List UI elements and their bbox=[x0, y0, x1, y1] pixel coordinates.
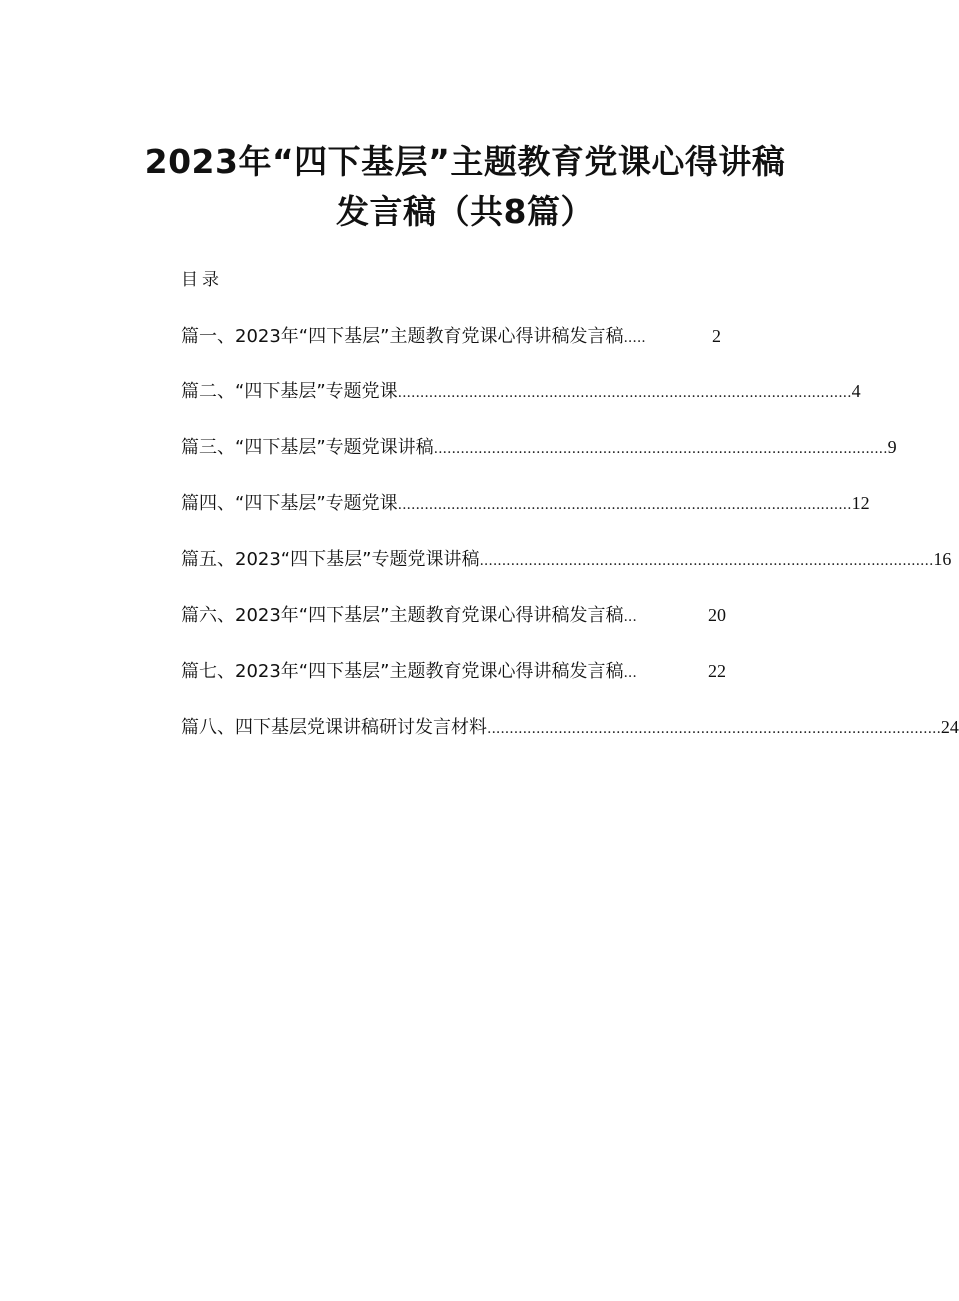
toc-entry-label: 篇四、“四下基层”专题党课 bbox=[181, 493, 398, 514]
toc-entry-6[interactable] bbox=[181, 604, 726, 628]
toc-entry-page: 22 bbox=[708, 661, 726, 681]
toc-entry-2[interactable] bbox=[181, 380, 861, 404]
toc-entry-leader: ..... bbox=[623, 330, 646, 346]
toc-entry-leader: ...................................................................................................... bbox=[397, 385, 852, 401]
toc-entry-page: 2 bbox=[712, 326, 721, 346]
toc-heading: 目录 bbox=[181, 270, 223, 290]
toc-entry-page: 20 bbox=[708, 605, 726, 625]
toc-entry-page: 12 bbox=[851, 493, 870, 513]
toc-entry-label: 篇五、2023“四下基层”专题党课讲稿 bbox=[181, 549, 480, 570]
toc-entry-leader: ...................................................................................................... bbox=[433, 441, 888, 457]
toc-entry-3[interactable] bbox=[181, 436, 897, 460]
toc-entry-label: 篇八、四下基层党课讲稿研讨发言材料 bbox=[181, 717, 487, 738]
document-title-line1: 2023年“四下基层”主题教育党课心得讲稿 bbox=[144, 142, 786, 181]
toc-entry-7[interactable] bbox=[181, 660, 726, 684]
toc-entry-label: 篇六、2023年“四下基层”主题教育党课心得讲稿发言稿 bbox=[181, 605, 624, 626]
toc-entry-page: 9 bbox=[887, 437, 897, 457]
toc-entry-1[interactable] bbox=[181, 325, 721, 349]
toc-entry-label: 篇三、“四下基层”专题党课讲稿 bbox=[181, 437, 434, 458]
document-title-line2: 发言稿（共8篇） bbox=[336, 192, 594, 231]
toc-entry-leader: ... bbox=[623, 665, 637, 681]
toc-entry-page: 4 bbox=[851, 381, 861, 401]
toc-entry-leader: ...................................................................................................... bbox=[479, 553, 934, 569]
toc-entry-leader: ...................................................................................................... bbox=[487, 721, 941, 737]
toc-entry-label: 篇二、“四下基层”专题党课 bbox=[181, 381, 398, 402]
toc-entry-page: 24 bbox=[940, 717, 959, 737]
toc-entry-label: 篇一、2023年“四下基层”主题教育党课心得讲稿发言稿 bbox=[181, 326, 624, 347]
toc-entry-leader: ... bbox=[623, 609, 637, 625]
toc-entry-5[interactable] bbox=[181, 548, 952, 572]
toc-entry-4[interactable] bbox=[181, 492, 870, 516]
toc-entry-label: 篇七、2023年“四下基层”主题教育党课心得讲稿发言稿 bbox=[181, 661, 624, 682]
toc-entry-leader: ...................................................................................................... bbox=[397, 497, 852, 513]
toc-entry-page: 16 bbox=[933, 549, 952, 569]
toc-entry-8[interactable] bbox=[181, 716, 959, 740]
